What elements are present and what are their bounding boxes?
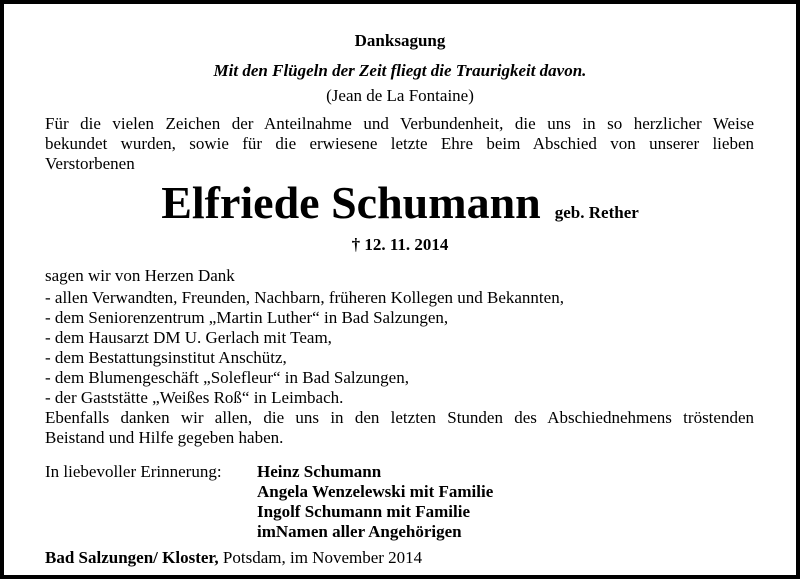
memory-label: In liebevoller Erinnerung:: [45, 462, 222, 481]
thanks-intro: sagen wir von Herzen Dank: [45, 266, 235, 285]
thanks-item: - dem Hausarzt DM U. Gerlach mit Team,: [45, 328, 332, 347]
signatory: Angela Wenzelewski mit Familie: [257, 482, 494, 501]
place-bold: Bad Salzungen/ Kloster,: [45, 548, 219, 567]
death-date: † 12. 11. 2014: [351, 235, 449, 254]
place-rest: Potsdam, im November 2014: [218, 548, 423, 567]
intro-line: Verstorbenen: [45, 154, 135, 173]
quote: Mit den Flügeln der Zeit fliegt die Traurigkeit davon.: [213, 61, 587, 80]
birth-name: geb. Rether: [554, 203, 639, 222]
intro-line: Für die vielen Zeichen der Anteilnahme und Verbundenheit, die uns in so herzlicher Weise: [45, 114, 754, 133]
thanks-item: - dem Bestattungsinstitut Anschütz,: [45, 348, 287, 367]
signatory: imNamen aller Angehörigen: [257, 522, 462, 541]
heading: Danksagung: [354, 31, 446, 50]
closing-line: Beistand und Hilfe gegeben haben.: [45, 428, 284, 447]
deceased-name: Elfriede Schumann: [161, 177, 541, 228]
quote-author: (Jean de La Fontaine): [326, 86, 474, 105]
signatory: Heinz Schumann: [257, 462, 382, 481]
thanks-item: - der Gaststätte „Weißes Roß“ in Leimbach.: [45, 388, 344, 407]
closing-line: Ebenfalls danken wir allen, die uns in den letzten Stunden des Abschiednehmens tröstenden: [45, 408, 754, 427]
thanks-item: - dem Seniorenzentrum „Martin Luther“ in Bad Salzungen,: [45, 308, 449, 327]
place-date: [45, 548, 422, 568]
thanks-item: - dem Blumengeschäft „Solefleur“ in Bad Salzungen,: [45, 368, 409, 387]
name-line: [4, 178, 796, 228]
signatory: Ingolf Schumann mit Familie: [257, 502, 470, 521]
thanks-item: - allen Verwandten, Freunden, Nachbarn, früheren Kollegen und Bekannten,: [45, 288, 564, 307]
intro-line: bekundet wurden, sowie für die erwiesene letzte Ehre beim Abschied von unserer lieben: [45, 134, 754, 153]
